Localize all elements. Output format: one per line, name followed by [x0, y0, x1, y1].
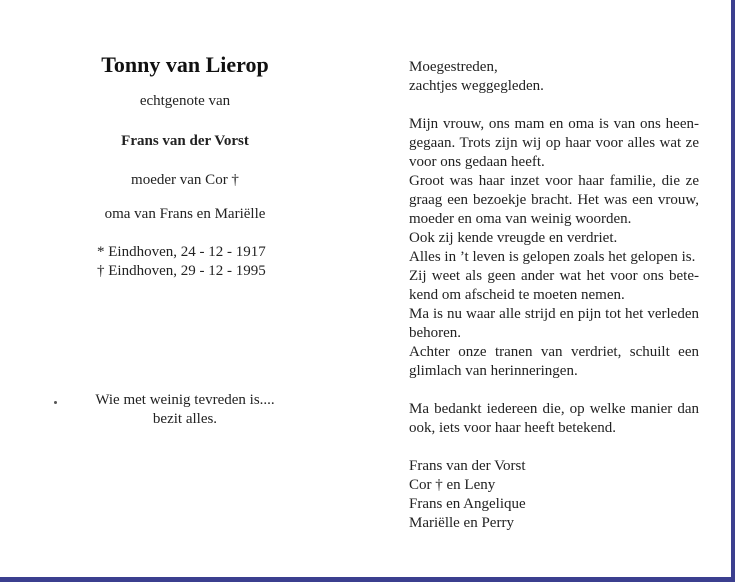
body-line: Zij weet als geen ander wat het voor ons bete-	[409, 268, 699, 284]
signature-line: Mariëlle en Perry	[409, 515, 514, 531]
verse-line-2: bezit alles.	[152, 411, 218, 427]
thanks-text	[409, 400, 699, 438]
spouse-name: Frans van der Vorst	[121, 133, 249, 149]
thanks-line: Ma bedankt iedereen die, op welke manier dan	[409, 401, 699, 417]
body-text	[409, 115, 699, 381]
spouse-intro: echtgenote van	[139, 93, 231, 109]
body-line: Achter onze tranen van verdriet, schuilt een	[409, 344, 699, 360]
signature-line: Frans en Angelique	[409, 496, 526, 512]
signatures	[409, 457, 699, 533]
body-line: gegaan. Trots zijn wij op haar voor alles wat ze	[409, 135, 699, 151]
body-line: Mijn vrouw, ons mam en oma is van ons heen-	[409, 116, 699, 132]
body-line: kend om afscheid te moeten nemen.	[409, 287, 625, 303]
signature-line: Frans van der Vorst	[409, 458, 526, 474]
birth-date: * Eindhoven, 24 - 12 - 1917	[97, 244, 266, 260]
right-panel	[409, 58, 699, 533]
thanks-line: ook, iets voor haar heeft betekend.	[409, 420, 617, 436]
body-line: Alles in ’t leven is gelopen zoals het gelopen is.	[409, 249, 696, 265]
body-line: voor ons gedaan heeft.	[409, 154, 545, 170]
opening-lines	[409, 58, 699, 96]
verse	[60, 391, 310, 429]
verse-line-1: Wie met weinig tevreden is....	[95, 392, 275, 408]
speck-mark	[54, 401, 57, 404]
grandmother-of-line: oma van Frans en Mariëlle	[104, 206, 266, 222]
body-line: behoren.	[409, 325, 462, 341]
body-line: moeder en oma van weinig woorden.	[409, 211, 632, 227]
opening-line: Moegestreden,	[409, 59, 498, 75]
body-line: graag een bezoekje bracht. Het was een vrouw,	[409, 192, 699, 208]
body-line: Ook zij kende vreugde en verdriet.	[409, 230, 618, 246]
body-line: glimlach van herinneringen.	[409, 363, 578, 379]
body-line: Ma is nu waar alle strijd en pijn tot het verleden	[409, 306, 699, 322]
deceased-name: Tonny van Lierop	[101, 52, 269, 77]
mother-of-line: moeder van Cor †	[131, 172, 239, 188]
life-dates	[97, 243, 266, 281]
body-line: Groot was haar inzet voor haar familie, die ze	[409, 173, 699, 189]
signature-line: Cor † en Leny	[409, 477, 496, 493]
death-date: † Eindhoven, 29 - 12 - 1995	[97, 263, 266, 279]
opening-line: zachtjes weggegleden.	[409, 78, 544, 94]
